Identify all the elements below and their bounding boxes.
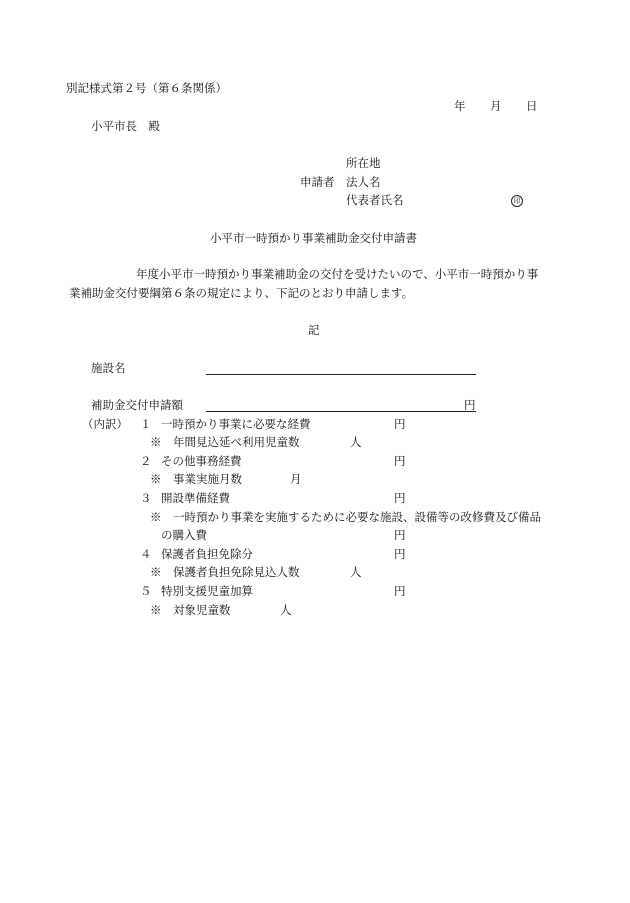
item-1-note: ※ 年間見込延べ利用児童数: [150, 435, 300, 449]
body-line-1: 年度小平市一時預かり事業補助金の交付を受けたいので、小平市一時預かり事: [136, 267, 539, 281]
item-1-num: １: [140, 417, 152, 431]
date-day: 日: [526, 99, 538, 113]
item-2-note-unit: 月: [290, 472, 302, 486]
item-4-note: ※ 保護者負担免除見込人数: [150, 565, 300, 579]
item-3-label: 開設準備経費: [161, 491, 230, 505]
breakdown-label: （内訳）: [82, 417, 128, 431]
item-5-label: 特別支援児童加算: [161, 584, 253, 598]
item-5-note: ※ 対象児童数: [150, 603, 231, 617]
item-2-yen: 円: [394, 454, 406, 468]
amount-label: 補助金交付申請額: [91, 398, 183, 412]
facility-underline: [206, 374, 476, 375]
date-month: 月: [490, 99, 502, 113]
item-5-note-unit: 人: [280, 603, 292, 617]
item-1-label: 一時預かり事業に必要な経費: [161, 417, 311, 431]
document-title: 小平市一時預かり事業補助金交付申請書: [210, 231, 417, 245]
item-4-label: 保護者負担免除分: [161, 547, 253, 561]
address-label: 所在地: [346, 156, 381, 170]
item-4-note-unit: 人: [350, 565, 362, 579]
corp-label: 法人名: [346, 175, 381, 189]
item-3-note-2-yen: 円: [394, 528, 406, 542]
item-3-yen: 円: [394, 491, 406, 505]
item-3-note-2: の購入費: [161, 528, 207, 542]
seal-mark: 印: [511, 195, 523, 207]
addressee: 小平市長 殿: [91, 119, 160, 133]
rep-label: 代表者氏名: [346, 193, 404, 207]
item-3-num: ３: [140, 491, 152, 505]
item-2-num: ２: [140, 454, 152, 468]
item-2-label: その他事務経費: [161, 454, 242, 468]
item-4-num: ４: [140, 547, 152, 561]
facility-label: 施設名: [91, 361, 126, 375]
body-line-2: 業補助金交付要綱第６条の規定により、下記のとおり申請します。: [69, 286, 414, 300]
item-4-yen: 円: [394, 547, 406, 561]
item-2-note: ※ 事業実施月数: [150, 472, 242, 486]
applicant-label: 申請者: [300, 175, 335, 189]
amount-yen: 円: [464, 398, 476, 412]
item-1-yen: 円: [394, 417, 406, 431]
item-5-yen: 円: [394, 584, 406, 598]
form-id: 別記様式第２号（第６条関係）: [66, 81, 227, 95]
item-5-num: ５: [140, 584, 152, 598]
item-1-note-unit: 人: [350, 435, 362, 449]
amount-underline: [206, 411, 476, 412]
date-year: 年: [454, 99, 466, 113]
ki-heading: 記: [308, 323, 320, 337]
item-3-note: ※ 一時預かり事業を実施するために必要な施設、設備等の改修費及び備品: [150, 510, 541, 524]
